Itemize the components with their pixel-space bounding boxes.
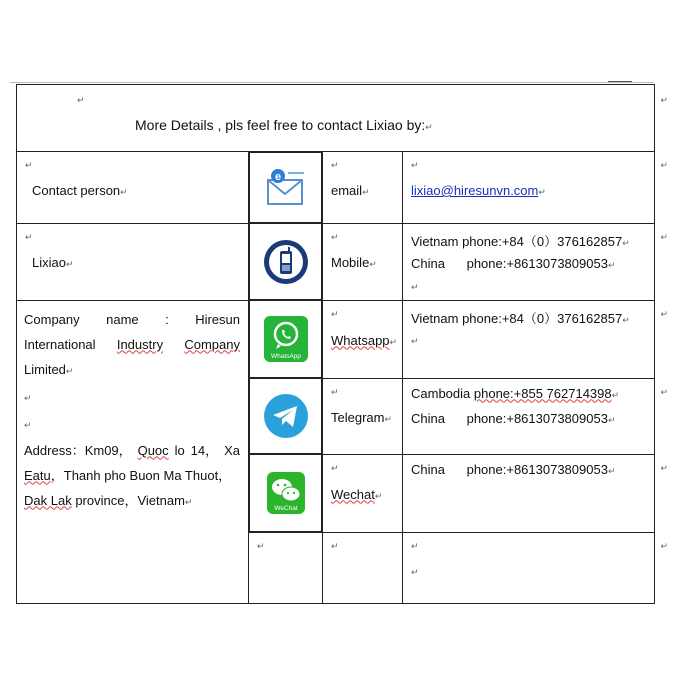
mobile-icon-cell bbox=[249, 223, 322, 300]
paragraph-mark: ↵ bbox=[607, 465, 616, 476]
paragraph-mark: ↵ bbox=[622, 314, 630, 325]
paragraph-mark: ↵ bbox=[120, 187, 128, 197]
company-word: Hiresun bbox=[195, 311, 240, 327]
email-label-cell bbox=[323, 152, 403, 224]
paragraph-mark: ↵ bbox=[331, 541, 339, 551]
whatsapp-icon bbox=[262, 314, 310, 364]
mobile-label: Mobile bbox=[331, 254, 370, 270]
header-title: More Details , pls feel free to contact Lixiao by: bbox=[135, 117, 426, 133]
person-name-wrap bbox=[32, 255, 74, 270]
wechat-label-cell bbox=[323, 454, 403, 533]
email-envelope-icon bbox=[264, 166, 308, 210]
header-text bbox=[135, 117, 433, 133]
paragraph-mark: ↵ bbox=[538, 187, 546, 197]
empty-value-cell bbox=[403, 533, 668, 604]
row-end-mark: ↵ bbox=[660, 386, 668, 397]
mobile-phone-icon bbox=[262, 238, 310, 286]
paragraph-mark: ↵ bbox=[331, 462, 339, 473]
wechat-line-1 bbox=[411, 462, 615, 477]
telegram-label-wrap bbox=[331, 410, 392, 425]
paragraph-mark: ↵ bbox=[24, 392, 32, 403]
address-part: ，Thanh pho Buon Ma Thuot， bbox=[50, 467, 232, 483]
paragraph-mark: ↵ bbox=[362, 187, 370, 197]
whatsapp-vietnam-phone: Vietnam phone:+84（0）376162857 bbox=[411, 310, 623, 326]
paragraph-mark: ↵ bbox=[25, 160, 33, 170]
email-link[interactable]: lixiao@hiresunvn.com bbox=[411, 183, 539, 198]
empty-icon-cell bbox=[249, 533, 323, 604]
telegram-china-phone: phone:+8613073809053 bbox=[466, 410, 608, 426]
address-line-2 bbox=[24, 463, 240, 488]
whatsapp-line-1 bbox=[411, 308, 630, 327]
contact-person-cell bbox=[17, 152, 249, 224]
whatsapp-label-cell bbox=[323, 300, 403, 378]
telegram-icon bbox=[263, 393, 309, 439]
address-part: lo bbox=[174, 442, 185, 458]
company-word: Industry bbox=[116, 336, 164, 352]
mobile-line-2 bbox=[411, 256, 615, 271]
address-part: province，Vietnam bbox=[71, 492, 185, 508]
telegram-cambodia-label: Cambodia bbox=[411, 385, 471, 401]
mobile-row bbox=[17, 223, 655, 300]
top-rule bbox=[10, 82, 654, 83]
company-line-1 bbox=[24, 307, 240, 332]
address-part: Xa bbox=[224, 442, 240, 458]
company-word: name bbox=[106, 311, 139, 327]
paragraph-mark: ↵ bbox=[411, 335, 419, 346]
mobile-vietnam-phone: Vietnam phone:+84（0）376162857 bbox=[411, 233, 623, 249]
mobile-label-cell bbox=[323, 223, 403, 300]
email-label-wrap bbox=[331, 183, 370, 198]
company-blank-1 bbox=[24, 384, 240, 411]
paragraph-mark: ↵ bbox=[65, 258, 74, 269]
telegram-label: Telegram bbox=[331, 409, 385, 425]
wechat-label: Wechat bbox=[331, 486, 375, 502]
person-name: Lixiao bbox=[32, 254, 66, 270]
row-end-mark: ↵ bbox=[660, 95, 668, 105]
company-word: Limited bbox=[24, 361, 66, 377]
top-rule-mark bbox=[608, 81, 632, 82]
telegram-line-2 bbox=[411, 411, 615, 426]
paragraph-mark: ↵ bbox=[331, 231, 339, 242]
paragraph-mark: ↵ bbox=[24, 419, 32, 430]
paragraph-mark: ↵ bbox=[411, 281, 419, 292]
address-line-3 bbox=[24, 488, 240, 515]
company-word: International bbox=[24, 336, 96, 352]
email-icon-cell bbox=[249, 152, 322, 223]
paragraph-mark: ↵ bbox=[411, 567, 419, 577]
row-end-mark: ↵ bbox=[660, 462, 668, 473]
mobile-china-label: China bbox=[411, 255, 445, 271]
paragraph-mark: ↵ bbox=[411, 541, 419, 551]
paragraph-mark: ↵ bbox=[65, 365, 74, 376]
company-line-2 bbox=[24, 332, 240, 357]
wechat-icon-text: WeChat bbox=[273, 505, 298, 512]
paragraph-mark: ↵ bbox=[331, 308, 339, 319]
mobile-line-1 bbox=[411, 231, 630, 250]
paragraph-mark: ↵ bbox=[331, 386, 339, 397]
whatsapp-label: Whatsapp bbox=[331, 332, 390, 348]
telegram-cambodia-phone: phone:+855 762714398 bbox=[473, 385, 612, 401]
email-row bbox=[17, 152, 655, 224]
telegram-icon-cell bbox=[249, 378, 322, 454]
paragraph-mark: ↵ bbox=[77, 95, 85, 105]
address-part: 14， bbox=[190, 442, 219, 458]
telegram-line-1 bbox=[411, 386, 619, 401]
contact-person-label: Contact person bbox=[32, 183, 121, 198]
wechat-china-label: China bbox=[411, 461, 445, 477]
company-blank-2 bbox=[24, 411, 240, 438]
header-row bbox=[17, 85, 655, 152]
paragraph-mark: ↵ bbox=[384, 413, 393, 424]
paragraph-mark: ↵ bbox=[607, 259, 616, 270]
empty-label-cell bbox=[323, 533, 403, 604]
row-end-mark: ↵ bbox=[660, 541, 668, 551]
paragraph-mark: ↵ bbox=[331, 160, 339, 170]
row-end-mark: ↵ bbox=[660, 231, 668, 242]
paragraph-mark: ↵ bbox=[25, 231, 33, 242]
paragraph-mark: ↵ bbox=[184, 496, 193, 507]
whatsapp-row bbox=[17, 300, 655, 378]
company-line-3 bbox=[24, 357, 240, 384]
email-value-cell bbox=[403, 152, 668, 224]
wechat-icon-cell bbox=[249, 454, 322, 532]
paragraph-mark: ↵ bbox=[257, 541, 265, 551]
telegram-value-cell bbox=[403, 378, 668, 454]
whatsapp-icon-cell bbox=[249, 300, 322, 378]
contact-table bbox=[16, 84, 668, 604]
paragraph-mark: ↵ bbox=[369, 258, 377, 269]
address-part: Eatu bbox=[24, 467, 51, 483]
header-cell bbox=[17, 85, 668, 152]
company-cell bbox=[17, 300, 249, 604]
company-block bbox=[24, 307, 240, 515]
email-value-wrap bbox=[411, 183, 546, 198]
row-end-mark: ↵ bbox=[660, 160, 668, 170]
company-word: Company bbox=[24, 311, 80, 327]
paragraph-mark: ↵ bbox=[607, 414, 616, 425]
paragraph-mark: ↵ bbox=[389, 336, 398, 347]
paragraph-mark: ↵ bbox=[611, 389, 620, 400]
person-name-cell bbox=[17, 223, 249, 300]
paragraph-mark: ↵ bbox=[374, 490, 383, 501]
telegram-label-cell bbox=[323, 378, 403, 454]
mobile-label-wrap bbox=[331, 255, 377, 270]
mobile-value-cell bbox=[403, 223, 668, 300]
address-part: Address：Km09， bbox=[24, 442, 132, 458]
address-line-1 bbox=[24, 438, 240, 463]
wechat-label-wrap bbox=[331, 487, 382, 502]
wechat-china-phone: phone:+8613073809053 bbox=[466, 461, 608, 477]
address-part: Quoc bbox=[137, 442, 169, 458]
telegram-china-label: China bbox=[411, 410, 445, 426]
paragraph-mark: ↵ bbox=[425, 122, 433, 132]
whatsapp-value-cell bbox=[403, 300, 668, 378]
mobile-china-phone: phone:+8613073809053 bbox=[466, 255, 608, 271]
svg-text:e: e bbox=[274, 170, 281, 183]
whatsapp-icon-text: WhatsApp bbox=[270, 353, 301, 360]
email-label: email bbox=[331, 183, 363, 198]
row-end-mark: ↵ bbox=[660, 308, 668, 319]
address-part: Dak Lak bbox=[24, 492, 72, 508]
company-word: Company bbox=[184, 336, 240, 352]
paragraph-mark: ↵ bbox=[622, 237, 630, 248]
whatsapp-label-wrap bbox=[331, 333, 397, 348]
wechat-icon bbox=[265, 470, 307, 516]
wechat-value-cell bbox=[403, 454, 668, 533]
paragraph-mark: ↵ bbox=[411, 160, 419, 170]
company-word: : bbox=[165, 311, 169, 327]
contact-person-label-wrap bbox=[32, 183, 128, 198]
